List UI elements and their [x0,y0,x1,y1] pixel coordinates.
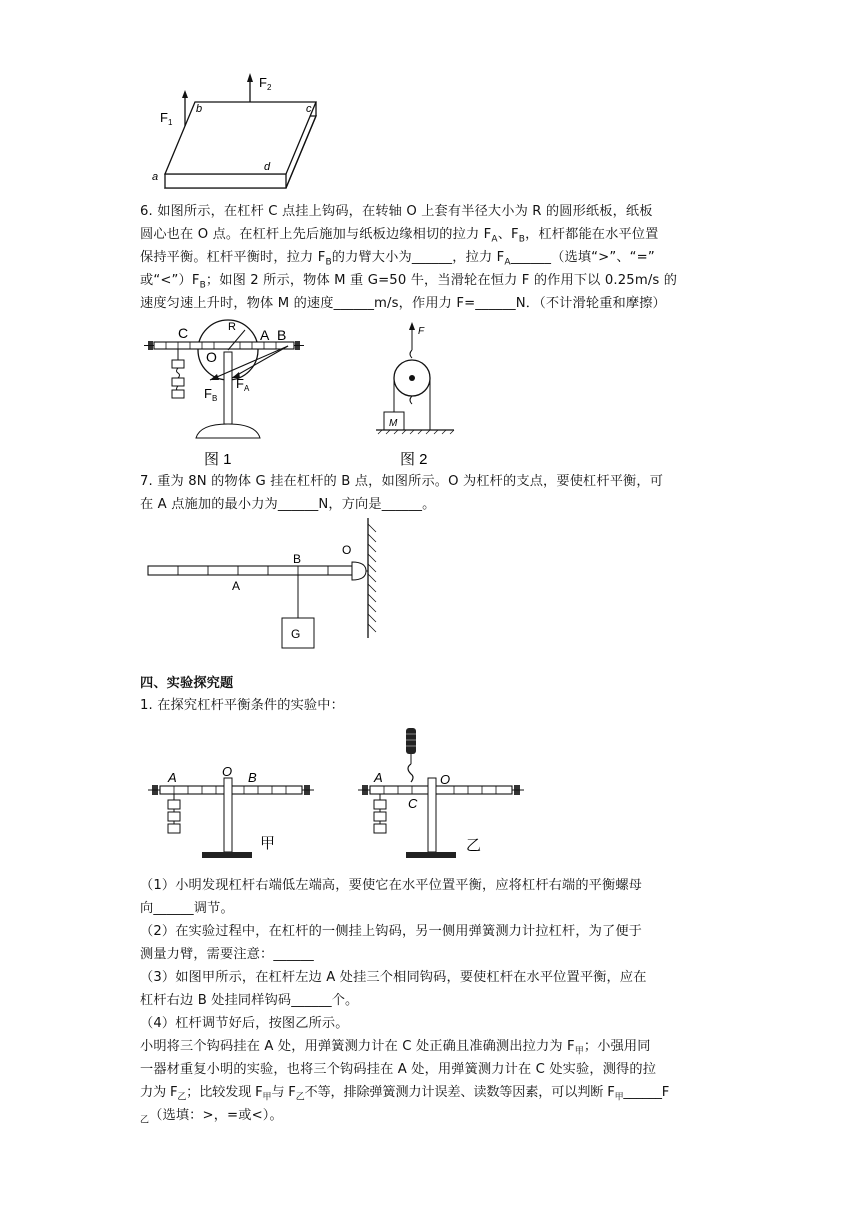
s4-p1b: 向______调节。 [140,901,234,916]
q6-figure-1 [140,318,310,468]
section-heading: 四、实验探究题 [140,676,234,691]
yi-a: A [374,770,383,785]
corner-b: b [196,103,203,115]
fig2-f: F [418,326,425,337]
s4-p5c: 力为 $F_乙$；比较发现 $F_甲$与 $F_乙$不等，排除弹簧测力计误差、读数等因素，可以判断 $F_甲\_\_\_\_\_\_F$ [140,1085,670,1103]
f1-label: $F_1$ [160,110,173,127]
q6-line-5: 速度匀速上升时，物体 M 的速度______m/s，作用力 F=______N．（不计滑轮重和摩擦） [140,296,666,311]
jia-a: A [168,770,177,785]
s4-p3b: 杠杆右边 B 处挂同样钩码______个。 [140,993,359,1008]
s4-p5a: 小明将三个钩码挂在 A 处，用弹簧测力计在 C 处正确且准确测出拉力为 $F_甲$；小强用同 [140,1039,651,1057]
yi-o: O [440,772,451,787]
q6-line-1: 6. 如图所示，在杠杆 C 点挂上钩码，在转轴 O 上套有半径大小为 R 的圆形纸板，纸板 [140,204,653,219]
q7-figure [140,518,390,653]
fig1-fa: $F_A$ [236,376,250,393]
q6-line-2: 圆心也在 O 点。在杠杆上先后施加与纸板边缘相切的拉力 $F_A$、$F_B$，杠杆都能在水平位置 [140,227,659,245]
q7-line-1: 7. 重为 8N 的物体 G 挂在杠杆的 B 点，如图所示。O 为杠杆的支点，要使杠杆平衡，可 [140,474,664,489]
q7-g: G [291,627,301,641]
fig-jia [140,752,320,864]
jia-o: O [222,764,233,779]
yi-caption: 乙 [466,837,482,854]
fig1-caption: 图 1 [204,451,232,468]
fig2-m: M [389,418,398,429]
q6-figure-2 [370,322,460,468]
q7-a: A [232,579,241,593]
q7-b: B [293,552,302,566]
s4-p3a: （3）如图甲所示，在杠杆左边 A 处挂三个相同钩码，要使杠杆在水平位置平衡，应在 [140,970,647,985]
jia-caption: 甲 [260,835,276,852]
jia-b: B [248,770,257,785]
q6-line-4: 或“$<”)F_B$；如图 2 所示，物体 M 重 G=50 牛，当滑轮在恒力 F 的作用下以 0.25m/s 的 [140,273,678,291]
fig1-a: A [260,327,270,343]
s4-p2a: （2）在实验过程中，在杠杆的一侧挂上钩码，另一侧用弹簧测力计拉杠杆，为了便于 [140,924,643,939]
fig1-fb: $F_B$ [204,386,218,403]
fig1-o: O [206,349,217,365]
s4-p4: （4）杠杆调节好后，按图乙所示。 [140,1016,349,1031]
fig1-b: B [277,327,287,343]
fig1-c: C [178,325,189,341]
corner-d: d [264,161,271,173]
corner-a: a [152,171,159,183]
fig-yi [350,722,530,864]
q7-o: O [342,543,352,557]
fig2-caption: 图 2 [400,451,428,468]
s4-q1: 1. 在探究杠杆平衡条件的实验中： [140,698,344,713]
q7-line-2: 在 A 点施加的最小力为______N，方向是______。 [140,497,436,512]
f2-label: $F_2$ [259,75,272,92]
corner-c: c [306,103,312,115]
s4-p5d: $_乙$（选填：>，=或<）。 [140,1108,283,1126]
s4-p5b: 一器材重复小明的实验，也将三个钩码挂在 A 处，用弹簧测力计在 C 处实验，测得的拉 [140,1062,657,1077]
s4-p2b: 测量力臂，需要注意：______ [140,947,314,962]
q6-line-3: 保持平衡。杠杆平衡时，拉力 $F_B$的力臂大小为______，拉力 $F_A\_\_\_\_\_\_$（选填“>”、“=” [140,250,655,268]
plate-figure [140,68,340,194]
yi-c: C [408,796,418,811]
fig1-r: R [228,321,236,333]
s4-p1a: （1）小明发现杠杆右端低左端高，要使它在水平位置平衡，应将杠杆右端的平衡螺母 [140,878,643,893]
